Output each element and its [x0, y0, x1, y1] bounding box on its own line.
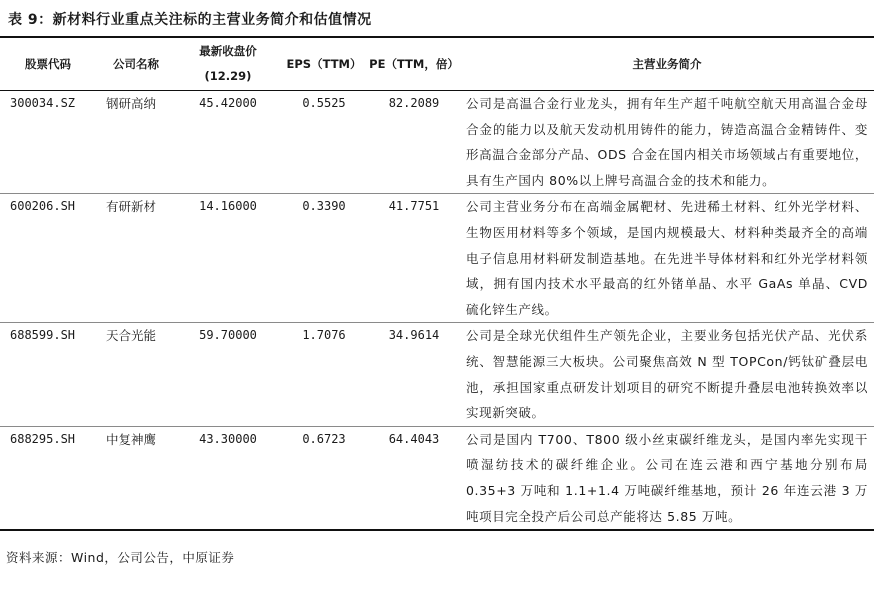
stock-code: 300034.SZ	[10, 96, 76, 110]
pe-value: 82.2089	[388, 96, 440, 110]
table-row	[0, 323, 874, 426]
business-desc: 公司主营业务分布在高端金属靶材、先进稀土材料、红外光学材料、生物医用材料等多个领域，是国内规模最大、材料种类最齐全的高端电子信息用材料研发制造基地。在先进半导体材料和红外光学材料领域，拥有国内技术水平最高的红外锗单晶、水平 GaAs 单晶、CVD 硫化锌生产线。	[466, 199, 868, 317]
eps-value: 0.3390	[302, 199, 346, 214]
header-pe: PE（TTM，倍）	[368, 37, 460, 91]
header-business-desc: 主营业务简介	[460, 37, 874, 91]
company-name: 有研新材	[106, 199, 157, 215]
close-price: 59.70000	[199, 328, 257, 343]
business-desc: 公司是全球光伏组件生产领先企业，主要业务包括光伏产品、光伏系统、智慧能源三大板块。公司聚焦高效 N 型 TOPCon/钙钛矿叠层电池，承担国家重点研发计划项目的研究不断提升叠层电池转换效率以实现新突破。	[466, 328, 868, 421]
business-desc: 公司是高温合金行业龙头，拥有年生产超千吨航空航天用高温合金母合金的能力以及航天发动机用铸件的能力，铸造高温合金精铸件、变形高温合金部分产品、ODS 合金在国内相关市场领域占有重要地位，具有生产国内 80%以上牌号高温合金的技术和能力。	[466, 96, 868, 188]
pe-value: 64.4043	[388, 431, 440, 446]
close-price: 14.16000	[199, 199, 257, 214]
eps-value: 0.5525	[302, 96, 346, 110]
company-name: 中复神鹰	[106, 431, 157, 447]
company-name: 天合光能	[106, 328, 157, 344]
close-price: 45.42000	[199, 96, 257, 110]
table-title: 表 9：新材料行业重点关注标的主营业务简介和估值情况	[8, 12, 372, 28]
eps-value: 0.6723	[302, 431, 346, 446]
business-desc: 公司是国内 T700、T800 级小丝束碳纤维龙头，是国内率先实现干喷湿纺技术的碳纤维企业。公司在连云港和西宁基地分别布局 0.35+3 万吨和 1.1+1.4 万吨碳纤维基地，预计 26 年连云港 3 万吨项目完全投产后公司总产能将达 5.85 万吨。	[466, 431, 868, 524]
header-company-name: 公司名称	[96, 37, 176, 91]
header-row	[0, 37, 874, 91]
table-row	[0, 91, 874, 194]
header-stock-code: 股票代码	[0, 37, 96, 91]
data-source-note: 资料来源：Wind，公司公告，中原证券	[6, 550, 235, 565]
company-name: 钢研高纳	[106, 96, 157, 111]
header-close-price-date: (12.29)	[204, 69, 252, 83]
valuation-table	[0, 36, 874, 531]
header-close-price	[176, 37, 280, 91]
header-eps: EPS（TTM）	[280, 37, 368, 91]
stock-code: 688599.SH	[10, 328, 76, 343]
close-price: 43.30000	[199, 431, 257, 446]
eps-value: 1.7076	[302, 328, 346, 343]
header-close-price-label: 最新收盘价	[199, 44, 257, 58]
table-row	[0, 194, 874, 323]
stock-code: 600206.SH	[10, 199, 76, 214]
table-row	[0, 426, 874, 530]
pe-value: 34.9614	[388, 328, 440, 343]
stock-code: 688295.SH	[10, 431, 76, 446]
pe-value: 41.7751	[388, 199, 440, 214]
